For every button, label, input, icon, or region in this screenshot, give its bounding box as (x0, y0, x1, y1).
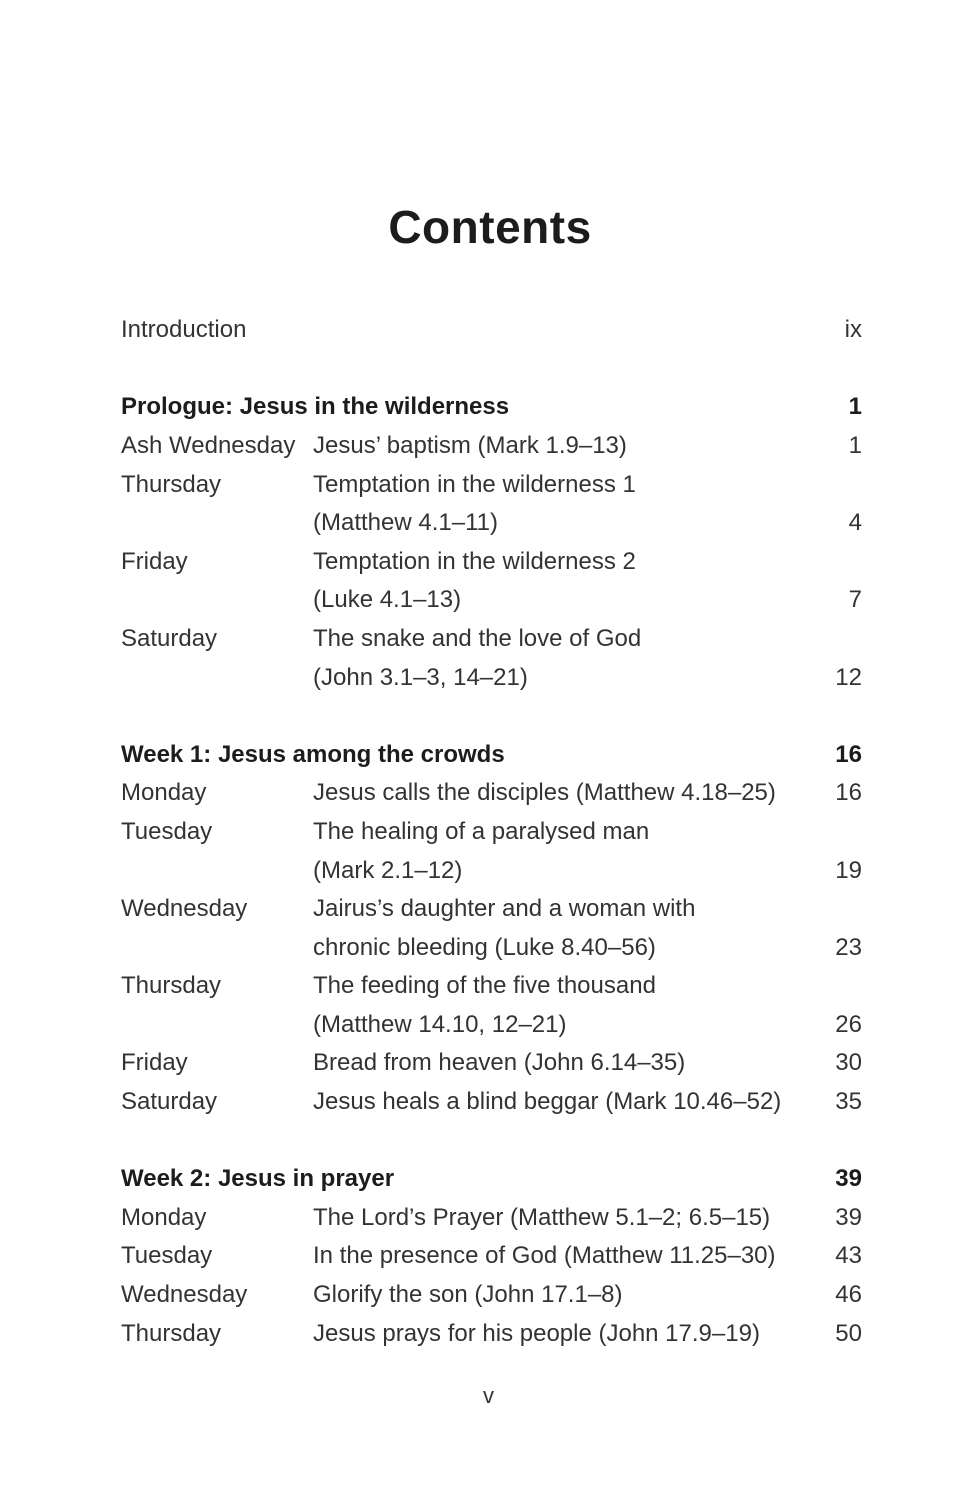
entry-title (313, 1044, 816, 1083)
toc-entry-row (121, 1237, 862, 1276)
section-entries (121, 1199, 862, 1353)
entry-title-line: Glorify the son (John 17.1–8) (313, 1281, 623, 1309)
toc-section (121, 1160, 862, 1353)
entry-page-number: 26 (835, 1010, 862, 1038)
entry-title-line: (Matthew 4.1–11) (313, 509, 498, 537)
entry-title (313, 1237, 816, 1276)
entry-day: Thursday (121, 972, 222, 1000)
toc-section (121, 388, 862, 697)
front-matter-page-number: ix (844, 316, 862, 344)
entry-page-number: 46 (835, 1281, 862, 1309)
entry-title-line: The snake and the love of God (313, 624, 642, 652)
toc-entry-row (121, 427, 862, 466)
entry-page-number: 7 (848, 586, 862, 614)
entry-title-line: Jesus’ baptism (Mark 1.9–13) (313, 431, 627, 459)
section-heading-row (121, 1160, 862, 1199)
entry-title-line: chronic bleeding (Luke 8.40–56) (313, 933, 656, 961)
entry-title-line: The feeding of the five thousand (313, 972, 656, 1000)
toc-entry-row (121, 543, 862, 620)
entry-day: Tuesday (121, 1242, 213, 1270)
toc-entry-row (121, 620, 862, 697)
entry-day: Friday (121, 1049, 188, 1077)
entry-title (313, 427, 816, 466)
toc-entry-row (121, 890, 862, 967)
entry-title-line: The healing of a paralysed man (313, 817, 650, 845)
entry-day: Thursday (121, 1319, 222, 1347)
entry-title (313, 1083, 816, 1122)
entry-title (313, 890, 816, 967)
entry-title-line: Jesus prays for his people (John 17.9–19) (313, 1319, 760, 1347)
entry-page-number: 23 (835, 933, 862, 961)
toc-entry-row (121, 466, 862, 543)
section-heading-page-number: 39 (835, 1165, 862, 1193)
toc-section (121, 736, 862, 1122)
entry-day: Saturday (121, 1088, 218, 1116)
entry-title-line: (Matthew 14.10, 12–21) (313, 1010, 567, 1038)
entry-title-line: Bread from heaven (John 6.14–35) (313, 1049, 686, 1077)
entry-day: Monday (121, 779, 207, 807)
entry-title (313, 620, 816, 697)
entry-title-line: (John 3.1–3, 14–21) (313, 663, 528, 691)
section-heading-label: Week 2: Jesus in prayer (121, 1165, 395, 1193)
section-heading-label: Week 1: Jesus among the crowds (121, 740, 505, 768)
entry-day: Thursday (121, 470, 222, 498)
entry-page-number: 16 (835, 779, 862, 807)
section-entries (121, 774, 862, 1121)
front-matter-label: Introduction (121, 316, 247, 344)
entry-page-number: 39 (835, 1203, 862, 1231)
section-heading-label: Prologue: Jesus in the wilderness (121, 393, 510, 421)
toc-entry-row (121, 1083, 862, 1122)
section-entries (121, 427, 862, 697)
entry-page-number: 12 (835, 663, 862, 691)
entry-title-line: (Luke 4.1–13) (313, 586, 462, 614)
toc-entry-row (121, 813, 862, 890)
section-heading-page-number: 16 (835, 740, 862, 768)
entry-title-line: Temptation in the wilderness 2 (313, 547, 636, 575)
entry-day: Tuesday (121, 817, 213, 845)
entry-title-line: The Lord’s Prayer (Matthew 5.1–2; 6.5–15) (313, 1203, 771, 1231)
entry-title (313, 543, 816, 620)
entry-page-number: 4 (848, 509, 862, 537)
entry-title (313, 466, 816, 543)
toc-entry-row (121, 1199, 862, 1238)
entry-page-number: 35 (835, 1088, 862, 1116)
entry-day: Friday (121, 547, 188, 575)
entry-page-number: 50 (835, 1319, 862, 1347)
entry-page-number: 1 (848, 431, 862, 459)
front-matter-row (121, 311, 862, 350)
entry-page-number: 19 (835, 856, 862, 884)
entry-title-line: (Mark 2.1–12) (313, 856, 463, 884)
entry-page-number: 43 (835, 1242, 862, 1270)
table-of-contents (121, 311, 862, 1353)
section-heading-page-number: 1 (848, 393, 862, 421)
entry-day: Wednesday (121, 1281, 248, 1309)
entry-title-line: Temptation in the wilderness 1 (313, 470, 636, 498)
toc-entry-row (121, 1315, 862, 1354)
entry-title (313, 967, 816, 1044)
folio-page-number: v (483, 1383, 494, 1408)
entry-page-number: 30 (835, 1049, 862, 1077)
entry-title (313, 1199, 816, 1238)
page-title: Contents (388, 201, 592, 253)
entry-title-line: Jesus calls the disciples (Matthew 4.18–25) (313, 779, 776, 807)
toc-entry-row (121, 1276, 862, 1315)
entry-title-line: Jairus’s daughter and a woman with (313, 895, 696, 923)
toc-entry-row (121, 774, 862, 813)
section-heading-row (121, 388, 862, 427)
entry-day: Wednesday (121, 895, 248, 923)
entry-day: Ash Wednesday (121, 431, 296, 459)
entry-day: Monday (121, 1203, 207, 1231)
section-heading-row (121, 736, 862, 775)
entry-title (313, 774, 816, 813)
toc-entry-row (121, 1044, 862, 1083)
entry-title (313, 813, 816, 890)
entry-title-line: Jesus heals a blind beggar (Mark 10.46–52) (313, 1088, 782, 1116)
entry-title (313, 1276, 816, 1315)
entry-title-line: In the presence of God (Matthew 11.25–30) (313, 1242, 776, 1270)
toc-entry-row (121, 967, 862, 1044)
entry-day: Saturday (121, 624, 218, 652)
entry-title (313, 1315, 816, 1354)
